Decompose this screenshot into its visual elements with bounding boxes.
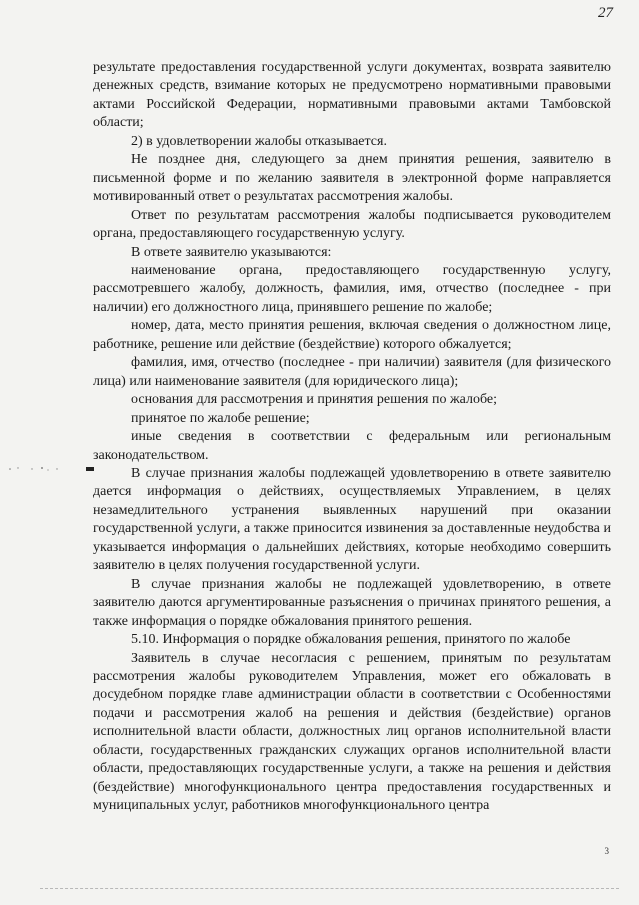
- paragraph: иные сведения в соответствии с федеральным или региональным законодательством.: [93, 429, 611, 463]
- paragraph: В случае признания жалобы не подлежащей удовлетворению, в ответе заявителю даются аргументированные разъяснения о причинах принятого решения, а также информация о порядке обжалования принятого решения.: [93, 576, 611, 629]
- footer-mark: 3: [604, 846, 609, 856]
- paragraph: наименование органа, предоставляющего государственную услугу, рассмотревшего жалобу, должность, фамилия, имя, отчество (последнее - при наличии) его должностного лица, принявшего решение по жалобе;: [93, 262, 611, 315]
- page-number: 27: [598, 5, 613, 21]
- paragraph: Не позднее дня, следующего за днем принятия решения, заявителю в письменной форме и по желанию заявителя в электронной форме направляется мотивированный ответ о результатах рассмотрения жалобы.: [93, 152, 611, 205]
- paragraph: фамилия, имя, отчество (последнее - при наличии) заявителя (для физического лица) или наименование заявителя (для юридического лица);: [93, 355, 611, 389]
- paragraph: основания для рассмотрения и принятия решения по жалобе;: [131, 392, 498, 408]
- paragraph: результате предоставления государственной услуги документах, возврата заявителю денежных средств, взимание которых не предусмотрено нормативными правовыми актами Российской Федерации, нормативными правовыми актами Тамбовской области;: [93, 60, 611, 131]
- paragraph: В ответе заявителю указываются:: [131, 244, 332, 260]
- paragraph: номер, дата, место принятия решения, включая сведения о должностном лице, работнике, решение или действие (бездействие) которого обжалуется;: [93, 318, 611, 352]
- document-body: [93, 59, 611, 816]
- paragraph: В случае признания жалобы подлежащей удовлетворению в ответе заявителю дается информация о действиях, осуществляемых Управлением, в целях незамедлительного устранения выявленных нарушений при оказании государственной услуги, а также приносится извинения за доставленные неудобства и указывается информация о дальнейших действиях, которые необходимо совершить заявителю в целях получения государственной услуги.: [93, 465, 611, 574]
- paragraph: Заявитель в случае несогласия с решением, принятым по результатам рассмотрения жалобы руководителем Управления, может его обжаловать в досудебном порядке главе администрации области в соответствии с Особенностями подачи и рассмотрения жалоб на решения и действия (бездействие) органов исполнительной власти области, должностных лиц органов исполнительной власти области, государственных гражданских служащих органов исполнительной власти области, предоставляющих государственные услуги, а также на решения и действия (бездействие) многофункционального центра предоставления государственных и муниципальных услуг, работников многофункционального центра: [93, 650, 611, 814]
- section-heading: 5.10. Информация о порядке обжалования решения, принятого по жалобе: [131, 632, 571, 648]
- scan-specks: [2, 460, 98, 468]
- paragraph: Ответ по результатам рассмотрения жалобы подписывается руководителем органа, предоставляющего государственную услугу.: [93, 207, 611, 242]
- paragraph: 2) в удовлетворении жалобы отказывается.: [131, 133, 387, 149]
- paragraph: принятое по жалобе решение;: [131, 410, 310, 426]
- footer-divider: [40, 888, 619, 889]
